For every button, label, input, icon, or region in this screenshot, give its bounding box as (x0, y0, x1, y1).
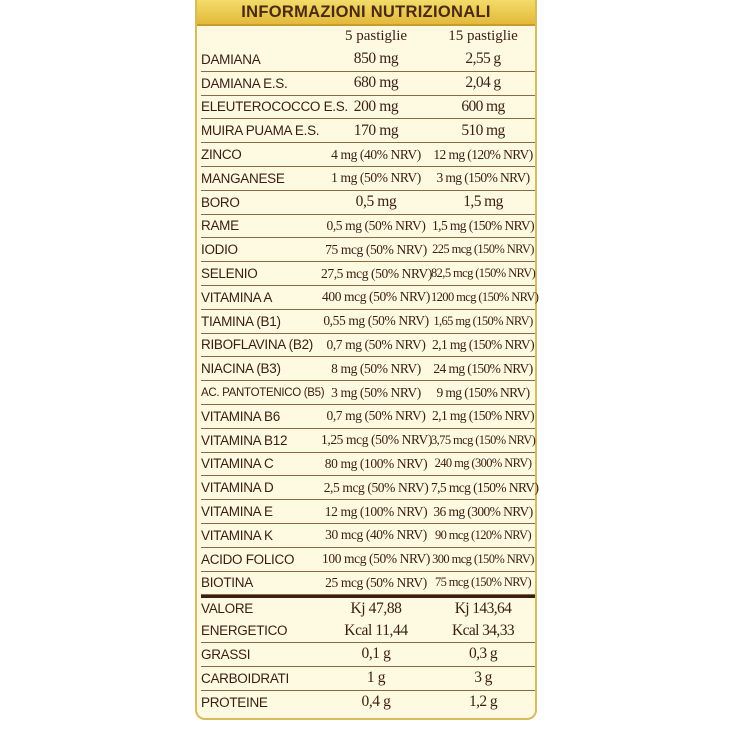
nutrient-name: SELENIO (201, 266, 258, 282)
value-5: 30 mcg (40% NRV) (325, 527, 427, 543)
nutrition-rows (201, 48, 539, 714)
value-5: 200 mg (353, 97, 399, 115)
table-row (201, 572, 535, 596)
table-row (201, 238, 535, 262)
table-row (201, 119, 535, 143)
nutrient-name: VITAMINA C (201, 456, 274, 472)
table-row (201, 167, 535, 191)
value-5: 25 mcg (50% NRV) (325, 574, 427, 590)
value-15: 1,5 mg (463, 193, 503, 211)
value-15: 0,3 g (468, 645, 497, 663)
table-row (201, 72, 535, 96)
table-title: INFORMAZIONI NUTRIZIONALI (197, 0, 535, 26)
nutrient-name: RIBOFLAVINA (B2) (201, 337, 313, 353)
table-row (201, 405, 535, 429)
value-5: 1 g (366, 669, 386, 687)
nutrient-name: CARBOIDRATI (201, 670, 289, 686)
value-15: 2,55 g (465, 50, 501, 68)
nutrient-name: ZINCO (201, 147, 242, 163)
value-5: Kcal 11,44 (344, 621, 408, 639)
value-5: 0,4 g (361, 693, 391, 711)
table-row (201, 191, 535, 215)
nutrient-name: BORO (201, 194, 240, 210)
value-5: 80 mg (100% NRV) (324, 455, 428, 471)
nutrient-name: MANGANESE (201, 170, 285, 186)
nutrient-name: AC. PANTOTENICO (B5) (201, 386, 325, 399)
value-15: 600 mg (461, 97, 505, 115)
value-15: 1200 mcg (150% NRV) (431, 289, 539, 304)
table-row (201, 643, 535, 667)
value-5: 12 mg (100% NRV) (324, 503, 428, 519)
value-15: Kj 143,64 (454, 599, 512, 617)
table-row (201, 286, 539, 310)
nutrient-name: BIOTINA (201, 575, 253, 591)
table-row (201, 548, 535, 572)
nutrient-name: VITAMINA D (201, 480, 274, 496)
value-15: 82,5 mcg (150% NRV) (431, 266, 536, 281)
nutrient-name: VITAMINA B12 (201, 432, 288, 448)
value-15: 3 mg (150% NRV) (436, 170, 530, 186)
nutrient-name: ELEUTEROCOCCO E.S. (201, 99, 348, 115)
value-5: 680 mg (353, 74, 399, 92)
nutrient-name: DAMIANA E.S. (201, 75, 288, 91)
value-15: 510 mg (461, 121, 505, 139)
nutrient-name: VITAMINA K (201, 527, 273, 543)
table-row (201, 334, 535, 358)
nutrient-name: MUIRA PUAMA E.S. (201, 123, 320, 139)
table-row (201, 310, 535, 334)
value-15: 240 mg (300% NRV) (434, 456, 532, 471)
value-15: 1,65 mg (150% NRV) (433, 313, 533, 328)
value-15: 2,1 mg (150% NRV) (432, 336, 534, 352)
value-5: 27,5 mcg (50% NRV) (321, 265, 432, 281)
nutrient-name: PROTEINE (201, 694, 268, 710)
table-row (201, 619, 535, 643)
value-5: 75 mcg (50% NRV) (325, 241, 427, 257)
table-row (201, 453, 535, 477)
value-15: 3,75 mcg (150% NRV) (431, 432, 536, 447)
table-row (201, 500, 535, 524)
table-row (201, 96, 535, 120)
nutrient-name: DAMIANA (201, 51, 261, 67)
nutrient-name: VITAMINA A (201, 289, 273, 305)
nutrient-name: ACIDO FOLICO (201, 551, 295, 567)
nutrient-name: RAME (201, 218, 239, 234)
nutrition-panel (195, 0, 537, 720)
column-header-15: 15 pastiglie (448, 27, 518, 44)
value-5: 4 mg (40% NRV) (331, 146, 421, 162)
table-row (201, 262, 535, 286)
nutrient-name: VITAMINA B6 (201, 408, 280, 424)
nutrient-name: VITAMINA E (201, 504, 273, 520)
value-5: 0,5 mg (355, 193, 397, 211)
table-row (201, 691, 535, 715)
value-5: 170 mg (353, 121, 399, 139)
value-15: 12 mg (120% NRV) (433, 146, 533, 162)
value-5: 0,7 mg (50% NRV) (326, 408, 426, 424)
value-15: 24 mg (150% NRV) (433, 360, 533, 376)
value-5: 0,55 mg (50% NRV) (323, 313, 429, 329)
table-row (201, 381, 535, 405)
value-5: 100 mcg (50% NRV) (322, 551, 430, 567)
value-15: Kcal 34,33 (451, 621, 514, 639)
value-5: 0,7 mg (50% NRV) (326, 336, 426, 352)
value-5: 0,5 mg (50% NRV) (326, 217, 426, 233)
value-5: 400 mcg (50% NRV) (322, 289, 430, 305)
table-row (201, 667, 535, 691)
nutrient-name: NIACINA (B3) (201, 361, 281, 377)
nutrient-name: IODIO (201, 242, 238, 258)
value-5: 8 mg (50% NRV) (331, 360, 421, 376)
value-5: 0,1 g (361, 645, 391, 663)
table-row (201, 429, 535, 453)
value-15: 300 mcg (150% NRV) (432, 551, 534, 566)
value-15: 1,2 g (468, 693, 497, 711)
value-15: 9 mg (150% NRV) (436, 384, 530, 400)
value-15: 225 mcg (150% NRV) (432, 242, 534, 257)
table-row (201, 476, 539, 500)
table-row (201, 215, 535, 239)
table-row (201, 595, 535, 619)
value-5: 1 mg (50% NRV) (331, 170, 421, 186)
column-header-5: 5 pastiglie (344, 27, 408, 44)
nutrient-name: GRASSI (201, 646, 251, 662)
value-15: 2,04 g (465, 74, 501, 92)
table-row (201, 48, 535, 72)
nutrient-name: VALORE (201, 601, 253, 617)
value-15: 75 mcg (150% NRV) (434, 575, 532, 590)
value-5: Kj 47,88 (350, 599, 402, 617)
table-row (201, 357, 535, 381)
value-5: 3 mg (50% NRV) (331, 384, 421, 400)
table-row (201, 524, 535, 548)
value-15: 1,5 mg (150% NRV) (432, 217, 534, 233)
nutrient-name: ENERGETICO (201, 623, 288, 639)
value-15: 7,5 mcg (150% NRV) (431, 479, 539, 495)
value-5: 2,5 mcg (50% NRV) (323, 479, 429, 495)
value-15: 90 mcg (120% NRV) (434, 527, 532, 542)
value-15: 3 g (474, 669, 492, 687)
value-5: 850 mg (353, 50, 399, 68)
nutrient-name: TIAMINA (B1) (201, 313, 281, 329)
value-15: 2,1 mg (150% NRV) (432, 408, 534, 424)
table-row (201, 143, 535, 167)
value-15: 36 mg (300% NRV) (433, 503, 533, 519)
value-5: 1,25 mcg (50% NRV) (321, 432, 432, 448)
